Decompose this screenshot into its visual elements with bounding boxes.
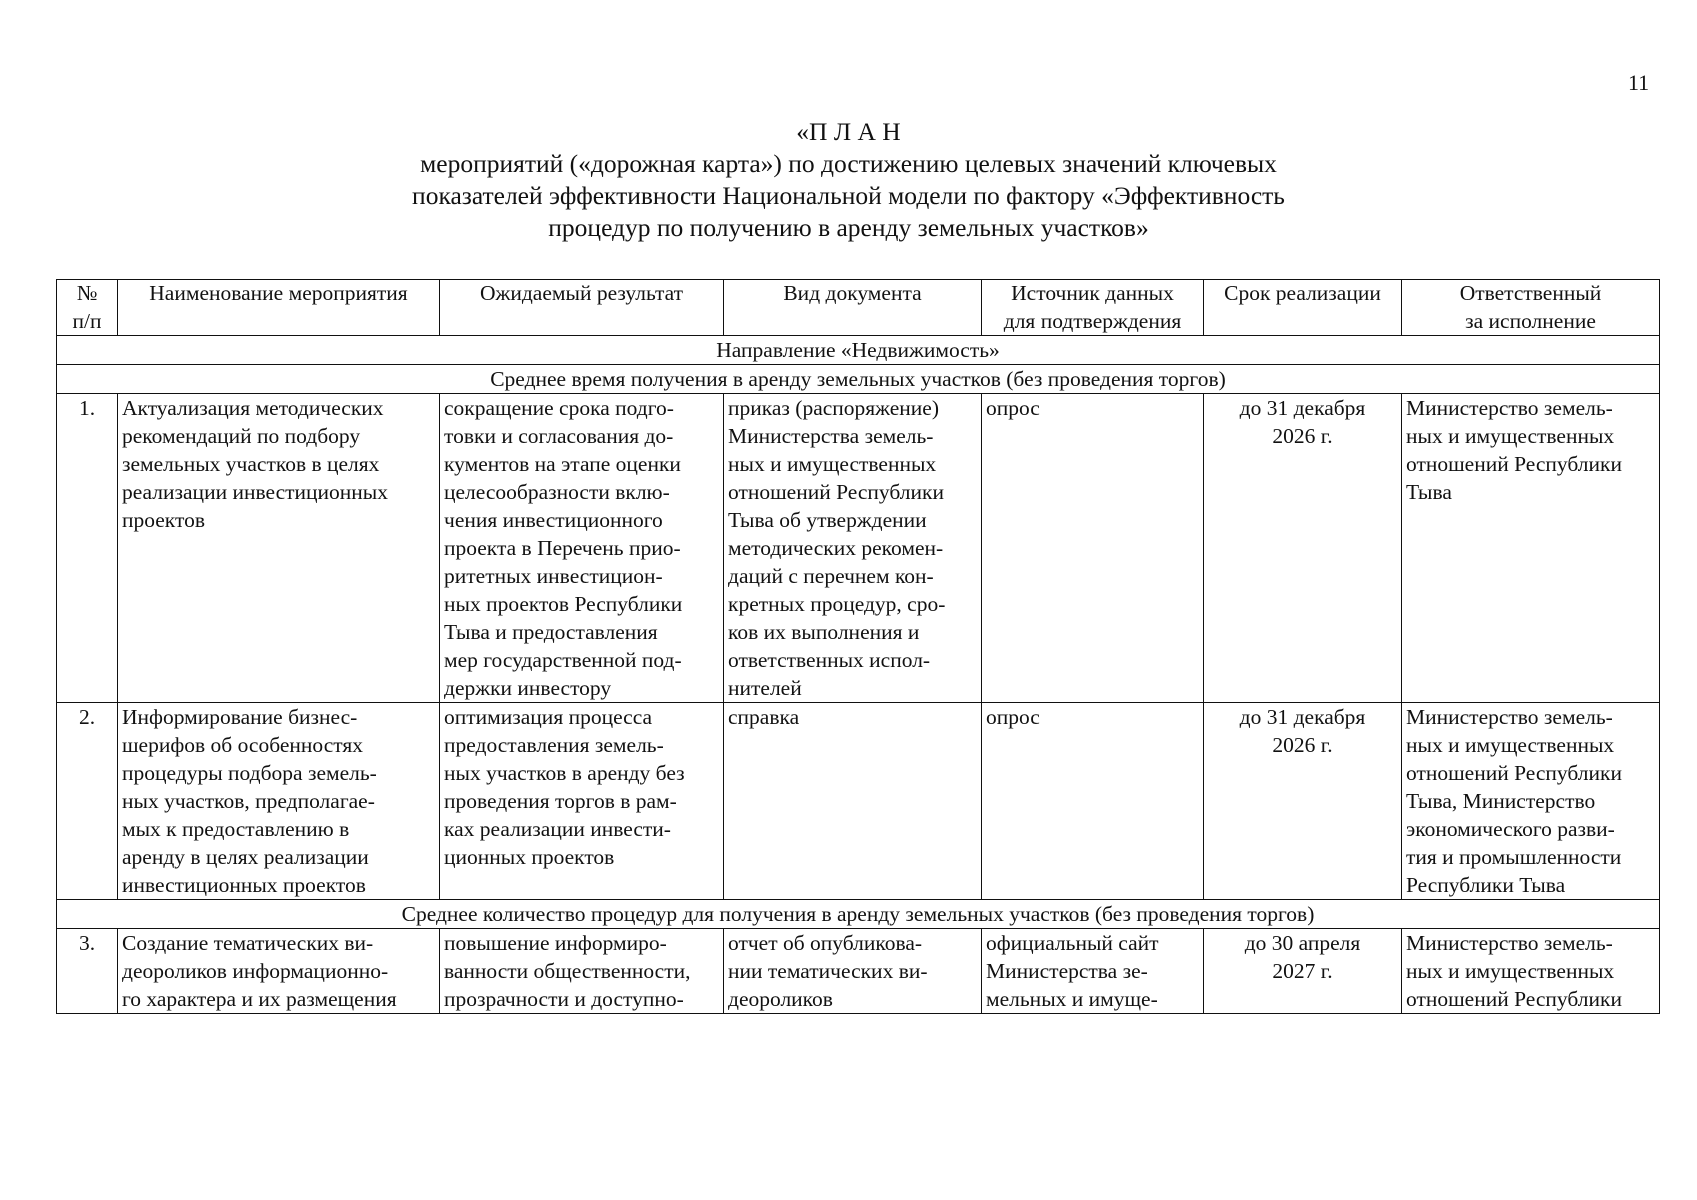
row-document: справка <box>724 703 982 900</box>
document-title <box>0 116 1697 244</box>
table-row <box>57 929 1660 1014</box>
direction-row <box>57 336 1660 365</box>
row-responsible: Министерство земель- ных и имущественных отношений Республики Тыва <box>1402 394 1660 703</box>
row-activity: Актуализация методических рекомендаций по подбору земельных участков в целях реализации инвестиционных проектов <box>118 394 440 703</box>
row-deadline: до 31 декабря 2026 г. <box>1204 394 1402 703</box>
header-responsible: Ответственный за исполнение <box>1402 280 1660 336</box>
row-number: 1. <box>57 394 118 703</box>
row-source: официальный сайт Министерства зе- мельных и имуще- <box>982 929 1204 1014</box>
title-line-3: показателей эффективности Национальной модели по фактору «Эффективность <box>412 181 1285 210</box>
table-header-row <box>57 280 1660 336</box>
row-source: опрос <box>982 394 1204 703</box>
title-line-1: «П Л А Н <box>796 117 901 146</box>
roadmap-table <box>56 279 1660 1014</box>
row-responsible: Министерство земель- ных и имущественных отношений Республики <box>1402 929 1660 1014</box>
row-number: 2. <box>57 703 118 900</box>
table-row <box>57 703 1660 900</box>
row-deadline: до 30 апреля 2027 г. <box>1204 929 1402 1014</box>
title-line-2: мероприятий («дорожная карта») по достижению целевых значений ключевых <box>420 149 1277 178</box>
section-label-2: Среднее количество процедур для получения в аренду земельных участков (без проведения торгов) <box>57 900 1660 929</box>
table-row <box>57 394 1660 703</box>
row-source: опрос <box>982 703 1204 900</box>
header-deadline: Срок реализации <box>1204 280 1402 336</box>
page-number: 11 <box>1628 70 1650 95</box>
row-result: повышение информиро- ванности общественности, прозрачности и доступно- <box>440 929 724 1014</box>
row-number: 3. <box>57 929 118 1014</box>
row-document: отчет об опубликова- нии тематических ви- деороликов <box>724 929 982 1014</box>
row-deadline: до 31 декабря 2026 г. <box>1204 703 1402 900</box>
row-activity: Информирование бизнес- шерифов об особенностях процедуры подбора земель- ных участков, предполагае- мых к предоставлению в аренду в целях реализации инвестиционных проектов <box>118 703 440 900</box>
header-result: Ожидаемый результат <box>440 280 724 336</box>
header-source: Источник данных для подтверждения <box>982 280 1204 336</box>
section-label-1: Среднее время получения в аренду земельных участков (без проведения торгов) <box>57 365 1660 394</box>
header-document: Вид документа <box>724 280 982 336</box>
row-result: оптимизация процесса предоставления земель- ных участков в аренду без проведения торгов в рам- ках реализации инвести- ционных проектов <box>440 703 724 900</box>
row-document: приказ (распоряжение) Министерства земель- ных и имущественных отношений Республики Тыва об утверждении методических рекомен- даций с перечнем кон- кретных процедур, сро- ков их выполнения и ответственных испол- нителей <box>724 394 982 703</box>
row-result: сокращение срока подго- товки и согласования до- кументов на этапе оценки целесообразности вклю- чения инвестиционного проекта в Перечень прио- ритетных инвестицион- ных проектов Республики Тыва и предоставления мер государственной под- держки инвестору <box>440 394 724 703</box>
header-name: Наименование мероприятия <box>118 280 440 336</box>
direction-label: Направление «Недвижимость» <box>57 336 1660 365</box>
header-num: № п/п <box>57 280 118 336</box>
row-activity: Создание тематических ви- деороликов информационно- го характера и их размещения <box>118 929 440 1014</box>
section-row-2 <box>57 900 1660 929</box>
title-line-4: процедур по получению в аренду земельных участков» <box>548 213 1149 242</box>
row-responsible: Министерство земель- ных и имущественных отношений Республики Тыва, Министерство экономического разви- тия и промышленности Республики Тыва <box>1402 703 1660 900</box>
section-row-1 <box>57 365 1660 394</box>
